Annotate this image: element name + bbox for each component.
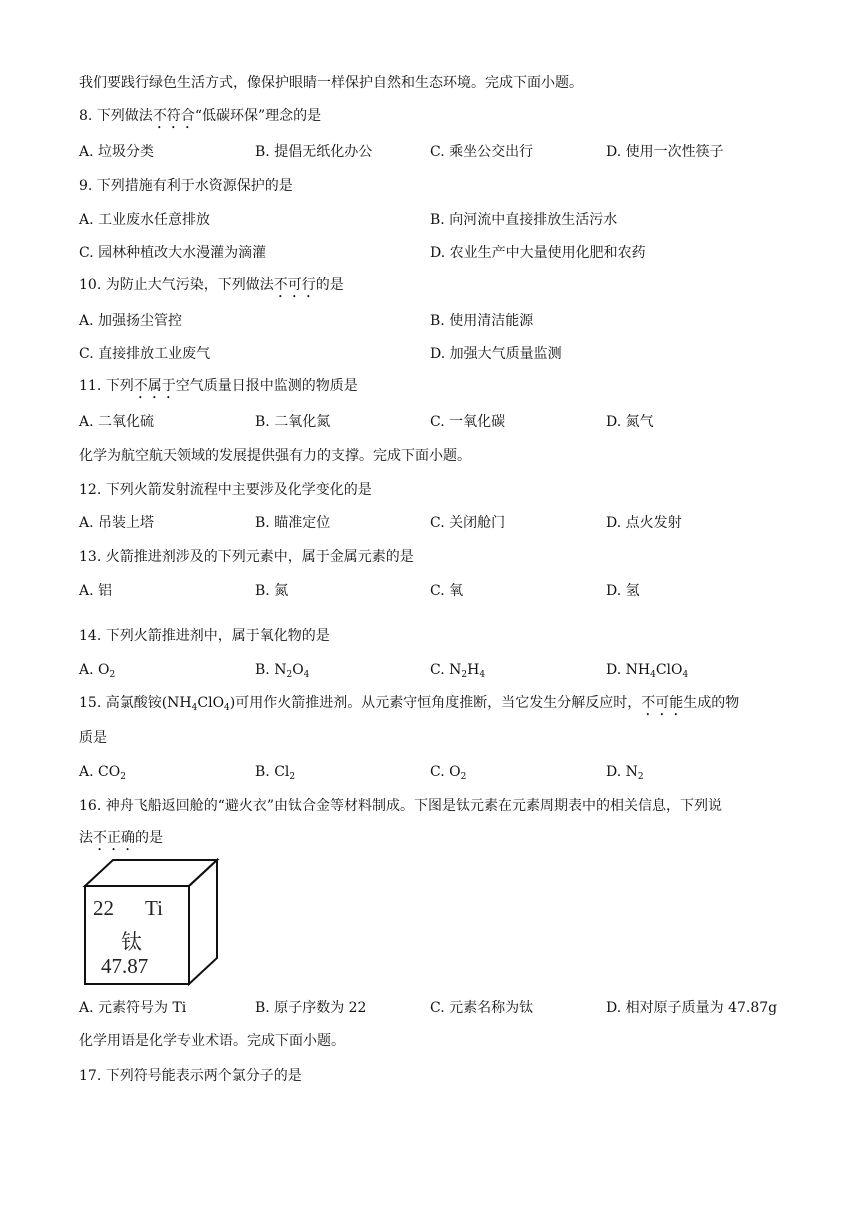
question-13-stem: 13. 火箭推进剂涉及的下列元素中，属于金属元素的是: [79, 549, 414, 565]
atomic-mass: 47.87: [101, 954, 149, 978]
q13-option-a[interactable]: A. 铝: [79, 583, 113, 599]
formula-subscript: 4: [650, 670, 656, 680]
q14-option-a[interactable]: [79, 661, 115, 679]
q10-option-c[interactable]: C. 直接排放工业废气: [79, 346, 211, 362]
question-number: 8.: [79, 108, 97, 124]
question-17-stem: 17. 下列符号能表示两个氯分子的是: [79, 1068, 302, 1084]
question-number: 11.: [79, 378, 106, 394]
q11-option-d[interactable]: D. 氮气: [606, 414, 654, 430]
q9-option-d[interactable]: D. 农业生产中大量使用化肥和农药: [430, 245, 646, 261]
formula-subscript: 2: [120, 772, 126, 782]
q10-option-b[interactable]: B. 使用清洁能源: [430, 313, 534, 329]
question-14-stem: 14. 下列火箭推进剂中，属于氧化物的是: [79, 628, 330, 644]
question-10-stem: [79, 276, 344, 301]
stem-text: 下列做法: [96, 108, 153, 124]
formula-subscript: 2: [289, 772, 296, 782]
formula-text: C. O: [430, 764, 461, 780]
q13-option-c[interactable]: C. 氧: [430, 583, 464, 599]
question-8-stem: [79, 107, 321, 132]
formula-text: D. NH: [606, 662, 651, 678]
q12-option-a[interactable]: A. 吊装上塔: [79, 515, 155, 531]
emphasis-text: 不属于: [133, 378, 176, 394]
q12-option-d[interactable]: D. 点火发射: [606, 515, 682, 531]
q16-option-a[interactable]: A. 元素符号为 Ti: [79, 1000, 187, 1016]
q10-option-a[interactable]: A. 加强扬尘管控: [79, 313, 183, 329]
emphasis-text: 不可能: [641, 695, 684, 711]
question-16-stem-cont: [79, 829, 163, 854]
stem-text: 为防止大气污染，下列做法: [105, 277, 274, 293]
stem-text: 的是: [135, 830, 163, 846]
emphasis-text: 不可行: [273, 277, 316, 293]
formula-subscript: 2: [637, 772, 644, 782]
emphasis-text: 不符合: [152, 108, 195, 124]
question-11-stem: [79, 377, 358, 402]
formula-subscript: 2: [109, 670, 116, 680]
q8-option-a[interactable]: A. 垃圾分类: [79, 144, 155, 160]
stem-text: )可用作火箭推进剂。从元素守恒角度推断，当它发生分解反应时，: [229, 695, 642, 711]
q11-option-b[interactable]: B. 二氧化氮: [255, 414, 331, 430]
element-symbol: Ti: [145, 896, 163, 920]
stem-text: 下列: [105, 378, 134, 394]
q16-option-c[interactable]: C. 元素名称为钛: [430, 1000, 534, 1016]
q16-option-d[interactable]: D. 相对原子质量为 47.87g: [606, 1000, 778, 1016]
q9-option-a[interactable]: A. 工业废水任意排放: [79, 212, 211, 228]
q13-option-d[interactable]: D. 氢: [606, 583, 640, 599]
formula-text: D. N: [606, 764, 638, 780]
section-intro: 化学为航空航天领域的发展提供强有力的支撑。完成下面小题。: [79, 448, 471, 464]
q8-option-b[interactable]: B. 提倡无纸化办公: [255, 144, 373, 160]
formula-subscript: 2: [460, 772, 467, 782]
question-12-stem: 12. 下列火箭发射流程中主要涉及化学变化的是: [79, 482, 372, 498]
q8-option-d[interactable]: D. 使用一次性筷子: [606, 144, 724, 160]
q12-option-c[interactable]: C. 关闭舱门: [430, 515, 506, 531]
q14-option-c[interactable]: [430, 661, 485, 679]
formula-subscript: 2: [286, 670, 293, 680]
q15-option-d[interactable]: [606, 763, 644, 781]
q11-option-a[interactable]: A. 二氧化硫: [79, 414, 155, 430]
atomic-number: 22: [93, 896, 114, 920]
periodic-element-cube: [79, 858, 221, 986]
stem-text: 空气质量日报中监测的物质是: [175, 378, 358, 394]
q10-option-d[interactable]: D. 加强大气质量监测: [430, 346, 562, 362]
element-name: 钛: [121, 930, 142, 954]
q15-option-b[interactable]: [255, 763, 295, 781]
formula-text: O: [292, 662, 304, 678]
question-15-stem: [79, 694, 739, 719]
formula-text: ClO: [655, 662, 683, 678]
q15-option-a[interactable]: [79, 763, 126, 781]
q9-option-b[interactable]: B. 向河流中直接排放生活污水: [430, 212, 618, 228]
section-intro: 我们要践行绿色生活方式，像保护眼睛一样保护自然和生态环境。完成下面小题。: [79, 75, 583, 91]
q9-option-c[interactable]: C. 园林种植改大水漫灌为滴灌: [79, 245, 267, 261]
q12-option-b[interactable]: B. 瞄准定位: [255, 515, 331, 531]
formula-subscript: 4: [303, 670, 310, 680]
section-intro: 化学用语是化学专业术语。完成下面小题。: [79, 1033, 345, 1049]
question-number: 10.: [79, 277, 106, 293]
formula-subscript: 4: [224, 703, 230, 713]
stem-text: “低碳环保”理念的是: [194, 108, 322, 124]
formula-text: B. Cl: [255, 764, 290, 780]
question-9-stem: 9. 下列措施有利于水资源保护的是: [79, 178, 293, 194]
formula-text: C. N: [430, 662, 462, 678]
formula-subscript: 4: [682, 670, 689, 680]
q14-option-b[interactable]: [255, 661, 309, 679]
formula-text: A. CO: [79, 764, 121, 780]
formula-subscript: 2: [461, 670, 468, 680]
q11-option-c[interactable]: C. 一氧化碳: [430, 414, 506, 430]
stem-text: 15. 高氯酸铵(NH: [79, 695, 192, 711]
q16-option-b[interactable]: B. 原子序数为 22: [255, 1000, 367, 1016]
formula-text: B. N: [255, 662, 287, 678]
formula-subscript: 4: [191, 703, 198, 713]
q14-option-d[interactable]: [606, 661, 688, 679]
emphasis-text: 不正确: [93, 830, 135, 846]
stem-text: 生成的物: [683, 695, 740, 711]
q8-option-c[interactable]: C. 乘坐公交出行: [430, 144, 534, 160]
q15-option-c[interactable]: [430, 763, 466, 781]
question-16-stem: 16. 神舟飞船返回舱的“避火衣”由钛合金等材料制成。下图是钛元素在元素周期表中的相关信息，下列说: [79, 798, 723, 814]
stem-text: 法: [79, 830, 93, 846]
stem-text: 的是: [315, 277, 344, 293]
formula-text: H: [467, 662, 480, 678]
question-15-stem-cont: 质是: [79, 730, 107, 746]
formula-subscript: 4: [479, 670, 486, 680]
stem-text: ClO: [197, 695, 225, 711]
formula-text: A. O: [79, 662, 110, 678]
q13-option-b[interactable]: B. 氮: [255, 583, 289, 599]
